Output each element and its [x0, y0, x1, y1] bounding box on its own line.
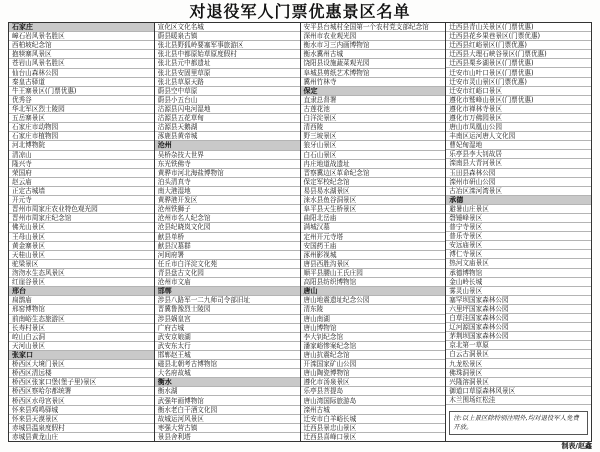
scenic-spot-cell: 景县舍利塔 [157, 432, 191, 441]
scenic-spot-cell: 长寿村景区 [9, 324, 154, 333]
scenic-spot-cell: 白云古洞景区 [446, 350, 591, 359]
scenic-spot-cell: 黄骅市河北海盐博物馆 [155, 169, 300, 178]
scenic-spot-cell: 黄金寨景区 [9, 242, 154, 251]
scenic-spot-cell: 张北县中都原始草原度假村 [155, 50, 300, 59]
scenic-spot-cell: 怀来县天漠景区 [9, 415, 154, 424]
scenic-spot-cell: 直隶总督署 [301, 96, 446, 105]
scenic-spot-cell: 普乐寺景区 [446, 232, 591, 241]
scenic-spot-cell: 晋州市周家庄农业特色观光园 [9, 205, 154, 214]
scenic-spot-cell: 西柏坡纪念馆 [9, 41, 154, 50]
scenic-spot-cell: 枣强大营古镇 [155, 424, 300, 433]
scenic-spot-cell: 承德博物馆 [446, 269, 591, 278]
scenic-spot-cell: 晋州市周家庄纪念馆 [9, 214, 154, 223]
scenic-spot-cell: 迁安市红峪口景区 [446, 87, 591, 96]
scenic-spot-cell: 五岳寨景区 [9, 114, 154, 123]
scenic-spot-cell: 雾灵山景区 [446, 287, 591, 296]
scenic-spot-cell: 宣化区文化名城 [155, 23, 300, 32]
region-header: 唐山 [301, 287, 446, 296]
scenic-spot-cell: 李大钊纪念馆 [301, 333, 446, 342]
scenic-spot-cell: 遵化市汤泉景区 [301, 378, 446, 387]
scenic-spot-cell: 晋冀鲁豫烈士陵园 [155, 305, 300, 314]
scenic-spot-cell: 冉庄地道战遗址 [301, 160, 446, 169]
scenic-spot-cell: 迁安市灵山景区(门票优惠) [446, 78, 591, 87]
scenic-spot-cell: 安国药王庙 [301, 242, 446, 251]
scenic-spot-cell: 唐山地震遗址纪念公园 [301, 296, 446, 305]
region-header: 张家口 [9, 351, 154, 360]
scenic-spot-cell: 隆兴寺 [9, 160, 154, 169]
scenic-spot-cell: 衡水市习三内画博物馆 [301, 41, 446, 50]
scenic-spot-cell: 满城汉墓 [301, 223, 446, 232]
region-header: 邢台 [9, 287, 154, 296]
scenic-spot-cell: 黄骅港开发区 [155, 196, 300, 205]
scenic-spot-cell: 开滦国家矿山公园 [301, 360, 446, 369]
scenic-spot-cell: 武安东太行 [155, 342, 300, 351]
scenic-spot-cell: 桥西区水母宫景区 [9, 396, 154, 405]
scenic-spot-cell: 古莲花池 [301, 105, 446, 114]
table-column [301, 23, 447, 441]
scenic-spot-cell: 青县盘古文化园 [155, 269, 300, 278]
scenic-spot-cell: 蔚县小五台山 [155, 96, 300, 105]
scenic-spot-cell: 牛王寨景区(门票优惠) [9, 87, 154, 96]
scenic-spot-table [8, 22, 592, 442]
scenic-spot-cell: 迁西县景忠山景区 [301, 424, 446, 433]
scenic-spot-cell: 乐亭县李大钊故居 [446, 150, 591, 159]
scenic-spot-cell: 清凉山 [9, 151, 154, 160]
scenic-spot-cell: 沽源县闪电河湿地 [155, 105, 300, 114]
scenic-spot-cell: 深州市农业观光园 [301, 32, 446, 41]
scenic-spot-cell: 石家庄市植物园 [9, 132, 154, 141]
page-title: 对退役军人门票优惠景区名单 [189, 2, 411, 21]
scenic-spot-cell: 张北县安固里草原 [155, 69, 300, 78]
scenic-spot-cell: 辽河源国家森林公园 [446, 323, 591, 332]
scenic-spot-cell: 张北县野狐岭要塞军事旅游区 [155, 41, 300, 50]
scenic-spot-cell: 易县易水湖景区 [301, 187, 446, 196]
scenic-spot-cell: 献县汉墓群 [155, 242, 300, 251]
scenic-spot-cell: 前南峪生态旅游区 [9, 315, 154, 324]
scenic-spot-cell: 阜城县剪纸艺术博物馆 [301, 69, 446, 78]
scenic-spot-cell: 荣国府 [9, 169, 154, 178]
scenic-spot-cell: 御道口草原森林风景区 [446, 387, 591, 396]
scenic-spot-cell: 任丘市白洋淀文化苑 [155, 260, 300, 269]
scenic-spot-cell: 崆山白云洞 [9, 333, 154, 342]
scenic-spot-cell: 避暑山庄景区 [446, 205, 591, 214]
table-column [446, 23, 591, 441]
scenic-spot-cell: 唐山市凤凰山公园 [446, 123, 591, 132]
scenic-spot-cell: 安平县台城村全国第一个农村党支部纪念馆 [301, 23, 446, 32]
scenic-spot-cell: 佛光山景区 [9, 223, 154, 232]
scenic-spot-cell: 迁西县喜峰口景区 [303, 432, 357, 441]
scenic-spot-cell: 唐山抗震纪念馆 [301, 351, 446, 360]
region-header: 承德 [446, 196, 591, 205]
scenic-spot-cell: 桥西区察哈尔都统署 [9, 387, 154, 396]
scenic-spot-cell: 唐山陶瓷博物馆 [301, 369, 446, 378]
table-column [9, 23, 155, 441]
scenic-spot-cell: 优秀谷 [9, 96, 154, 105]
scenic-spot-cell: 丰南区运河唐人文化园 [446, 132, 591, 141]
scenic-spot-cell: 王母山景区 [9, 233, 154, 242]
scenic-spot-cell: 沧州铁狮子 [155, 205, 300, 214]
scenic-spot-cell: 狼牙山景区 [301, 141, 446, 150]
scenic-spot-cell: 唐山博物馆 [301, 324, 446, 333]
scenic-spot-cell: 武安京娘湖 [155, 333, 300, 342]
scenic-spot-cell: 古冶区滦河湾景区 [446, 187, 591, 196]
scenic-spot-cell: 滦州市研山公园 [446, 178, 591, 187]
scenic-spot-cell: 清东陵 [301, 305, 446, 314]
scenic-spot-cell: 驼梁景区 [9, 260, 154, 269]
scenic-spot-cell: 阜平县天生桥景区 [301, 205, 446, 214]
footnote: 注:以上景区除特别注明外,均对退役军人免费开放。 [449, 411, 588, 435]
scenic-spot-cell: 仙台山森林公园 [9, 69, 154, 78]
scenic-spot-cell: 迁西县大理石峡谷景区(门票优惠) [446, 50, 591, 59]
scenic-spot-cell: 沧州市文庙 [155, 278, 300, 287]
scenic-spot-cell: 九龙松景区 [446, 359, 591, 368]
scenic-spot-cell: 唐县西胜沟景区 [301, 260, 446, 269]
scenic-spot-cell: 石家庄市动物园 [9, 123, 154, 132]
scenic-spot-cell: 天河山景区 [9, 342, 154, 351]
scenic-spot-cell: 涞水县鱼谷洞景区 [301, 196, 446, 205]
scenic-spot-cell: 怀来县鸡鸣驿城 [9, 406, 154, 415]
scenic-spot-cell: 兴隆溶洞景区 [446, 378, 591, 387]
scenic-spot-cell: 邯郸赵王城 [155, 351, 300, 360]
scenic-spot-cell: 迁安市山叶口景区(门票优惠) [446, 68, 591, 77]
scenic-spot-cell: 白石山景区 [301, 151, 446, 160]
scenic-spot-cell: 迁西县青山关景区(门票优惠) [446, 23, 591, 32]
scenic-spot-cell: 蔚县空中草原 [155, 87, 300, 96]
scenic-spot-cell: 东光铁佛寺 [155, 160, 300, 169]
scenic-spot-cell: 迁安市白羊峪长城 [301, 415, 446, 424]
scenic-spot-cell: 涉县八路军一二九师司令部旧址 [155, 296, 300, 305]
scenic-spot-cell: 玉田县森林公园 [446, 169, 591, 178]
scenic-spot-cell: 冀州竹林寺 [301, 78, 446, 87]
scenic-spot-cell: 大名府故城 [155, 369, 300, 378]
region-header: 邯郸 [155, 287, 300, 296]
scenic-spot-cell: 塞罕坝国家森林公园 [446, 296, 591, 305]
scenic-spot-cell: 蔚县暖泉古镇 [155, 32, 300, 41]
scenic-spot-cell: 秦皇古驿道 [9, 78, 154, 87]
scenic-spot-cell: 京北第一草原 [446, 341, 591, 350]
scenic-spot-cell: 曲阳北岳庙 [301, 214, 446, 223]
scenic-spot-cell: 吴桥杂技大世界 [155, 151, 300, 160]
scenic-spot-cell: 安远庙景区 [446, 241, 591, 250]
scenic-spot-cell: 乐亭县菩提岛 [301, 387, 446, 396]
scenic-spot-cell: 潘家峪惨案纪念馆 [301, 342, 446, 351]
scenic-spot-cell: 武强年画博物馆 [155, 396, 300, 405]
scenic-spot-cell: 沧县纪晓岚文化园 [155, 223, 300, 232]
scenic-spot-cell: 开元寺 [9, 196, 154, 205]
scenic-spot-cell: 广府古城 [155, 324, 300, 333]
scenic-spot-cell: 沽源县五花草甸 [155, 114, 300, 123]
scenic-spot-cell: 曹妃甸湿地 [446, 141, 591, 150]
scenic-spot-cell: 定州开元寺塔 [301, 233, 446, 242]
scenic-spot-cell: 饶阳县设施蔬菜观光园 [301, 59, 446, 68]
table-column [155, 23, 301, 441]
scenic-spot-cell: 滦州古城 [301, 406, 446, 415]
scenic-spot-cell: 沧州市名人纪念馆 [155, 214, 300, 223]
scenic-spot-cell: 衡水湖 [155, 387, 300, 396]
scenic-spot-cell: 嶂石岩风景名胜区 [9, 32, 154, 41]
scenic-spot-cell: 邢窑博物馆 [9, 305, 154, 314]
scenic-spot-cell: 苍岩山风景名胜区 [9, 59, 154, 68]
credit-line: 制表/赵鑫 [561, 442, 592, 450]
scenic-spot-cell: 唐山南湖 [301, 315, 446, 324]
scenic-spot-cell: 茅荆坝国家森林公园 [446, 332, 591, 341]
scenic-spot-cell: 赤城县黄龙山庄 [12, 432, 59, 441]
scenic-spot-cell: 磬锤峰景区 [446, 214, 591, 223]
scenic-spot-cell: 晋察冀边区革命纪念馆 [301, 169, 446, 178]
scenic-spot-cell: 南大港湿地 [155, 187, 300, 196]
scenic-spot-cell: 衡水冀州古城 [301, 50, 446, 59]
scenic-spot-cell: 赤城县温泉度假村 [9, 424, 154, 433]
scenic-spot-cell: 泊头清真寺 [155, 178, 300, 187]
scenic-spot-cell: 沽源县天鹅湖 [155, 123, 300, 132]
scenic-spot-cell: 迁西县花乡果巷景区(门票优惠) [446, 32, 591, 41]
scenic-spot-cell: 迁西县红峪景区(门票优惠) [446, 41, 591, 50]
scenic-spot-cell: 桥西区大境门景区 [9, 360, 154, 369]
scenic-spot-cell: 滦南县大青河景区 [446, 159, 591, 168]
scenic-spot-cell: 清西陵 [301, 123, 446, 132]
scenic-spot-cell: 献县单桥 [155, 233, 300, 242]
region-header: 石家庄 [9, 23, 154, 32]
region-header: 保定 [301, 87, 446, 96]
scenic-spot-cell: 红崖谷景区 [9, 278, 154, 287]
scenic-spot-cell: 磁县北朝考古博物馆 [155, 360, 300, 369]
scenic-spot-cell: 普宁寺景区 [446, 223, 591, 232]
scenic-spot-cell: 河间府署 [155, 251, 300, 260]
scenic-spot-cell: 涿鹿县黄帝城 [155, 132, 300, 141]
scenic-spot-cell: 衡水老白干酒文化园 [155, 406, 300, 415]
scenic-spot-cell: 扁鹊庙 [9, 296, 154, 305]
scenic-spot-cell: 涉县娲皇宫 [155, 315, 300, 324]
scenic-spot-cell: 桥西区清远楼 [9, 369, 154, 378]
scenic-spot-cell: 抱犊寨风景区 [9, 50, 154, 59]
scenic-spot-cell: 涿州影视城 [301, 251, 446, 260]
scenic-spot-cell: 热河文庙景区 [446, 259, 591, 268]
note-cell [446, 405, 591, 441]
scenic-spot-cell: 遵化市万佛园景区 [446, 114, 591, 123]
scenic-spot-cell: 顺平县腰山王氏庄园 [301, 269, 446, 278]
scenic-spot-cell: 高阳县纺织博物馆 [301, 278, 446, 287]
scenic-spot-cell: 唐山湾国际旅游岛 [301, 396, 446, 405]
scenic-spot-cell: 赵云庙 [9, 178, 154, 187]
scenic-spot-cell: 张北县草原天路 [155, 78, 300, 87]
region-header: 衡水 [155, 378, 300, 387]
scenic-spot-cell: 遵化市禅林寺景区 [446, 105, 591, 114]
scenic-spot-cell: 正定古城墙 [9, 187, 154, 196]
scenic-spot-cell: 天桂山景区 [9, 251, 154, 260]
scenic-spot-cell: 木兰围场红松洼 [446, 396, 591, 405]
scenic-spot-cell: 沕沕水生态风景区 [9, 269, 154, 278]
scenic-spot-cell: 金山岭长城 [446, 278, 591, 287]
scenic-spot-cell: 保定军校纪念馆 [301, 178, 446, 187]
region-header: 沧州 [155, 141, 300, 150]
scenic-spot-cell: 溥仁寺景区 [446, 250, 591, 259]
scenic-spot-cell: 故城运河风景区 [155, 415, 300, 424]
scenic-spot-cell: 六里坪国家森林公园 [446, 305, 591, 314]
scenic-spot-cell: 华北军区烈士陵园 [9, 105, 154, 114]
scenic-spot-cell: 佛珠洞景区 [446, 369, 591, 378]
scenic-spot-cell: 野三坡景区 [301, 132, 446, 141]
scenic-spot-cell: 白洋淀景区 [301, 114, 446, 123]
scenic-spot-cell: 张北县元中都遗址 [155, 59, 300, 68]
scenic-spot-cell: 白草洼国家森林公园 [446, 314, 591, 323]
scenic-spot-cell: 河北博物院 [9, 141, 154, 150]
scenic-spot-cell: 迁西县栗乡湖景区(门票优惠) [446, 59, 591, 68]
scenic-spot-cell: 桥西区张家口堡(堡子里)景区 [9, 378, 154, 387]
scenic-spot-cell: 遵化市鹫峰山景区(门票优惠) [446, 96, 591, 105]
